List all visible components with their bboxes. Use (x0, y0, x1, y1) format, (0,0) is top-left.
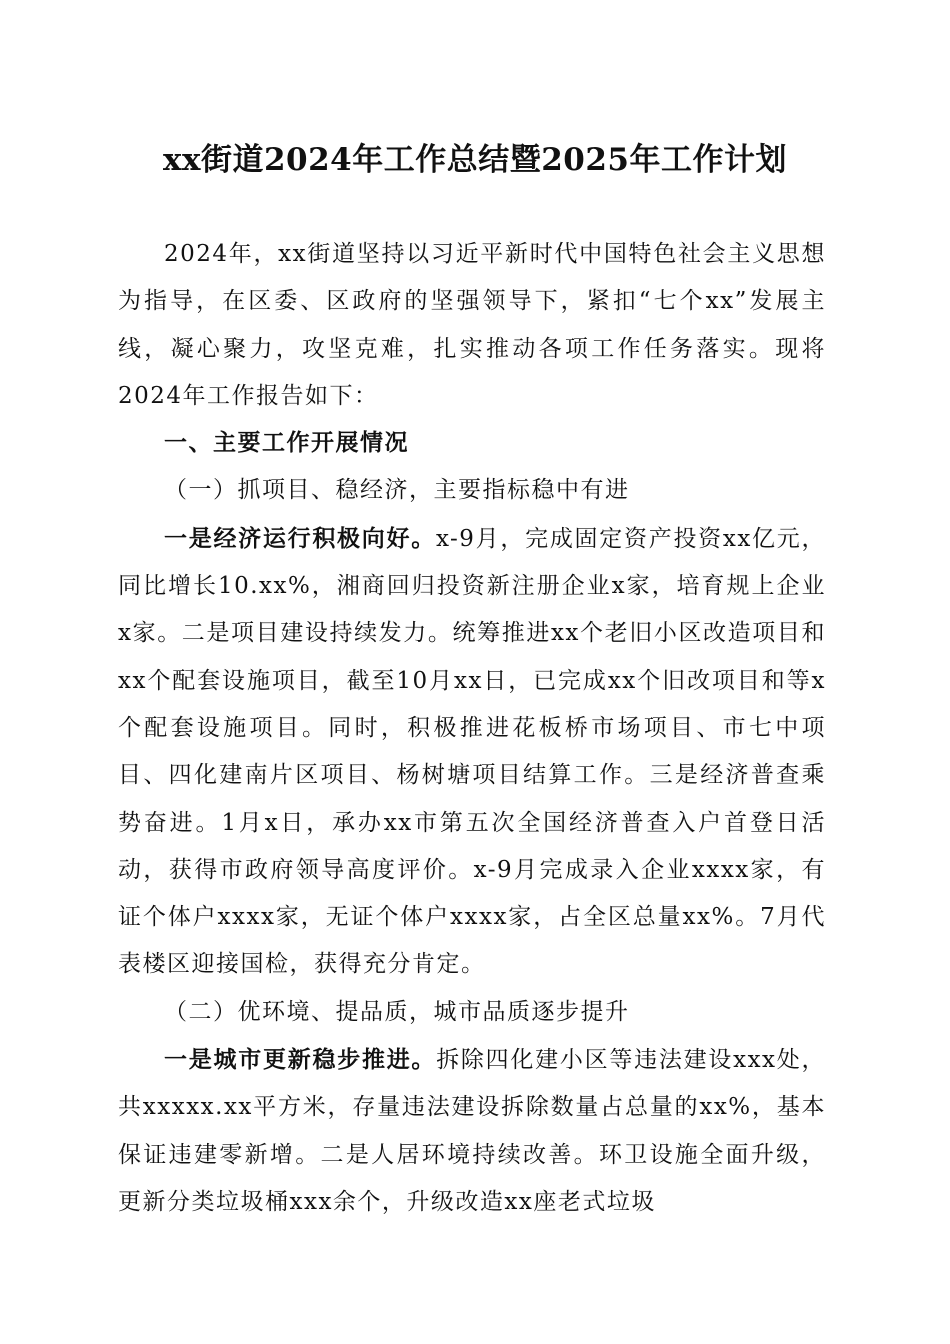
section-heading-main-work: 一、主要工作开展情况 (164, 430, 409, 457)
subsection-heading-environment: （二）优环境、提品质，城市品质逐步提升 (164, 998, 630, 1025)
subsection-heading-economy: （一）抓项目、稳经济，主要指标稳中有进 (164, 477, 630, 504)
environment-paragraph-lead: 一是城市更新稳步推进。 (164, 1046, 437, 1074)
economy-paragraph-text: x-9月，完成固定资产投资xx亿元，同比增长10.xx%，湘商回归投资新注册企业x家，培育规上企业x家。二是项目建设持续发力。统筹推进xx个老旧小区改造项目和xx个配套设施项目，截至10月xx日，已完成xx个旧改项目和等x个配套设施项目。同时，积极推进花板桥市场项目、市七中项目、四化建南片区项目、杨树塘项目结算工作。三是经济普查乘势奋进。1月x日，承办xx市第五次全国经济普查入户首登日活动，获得市政府领导高度评价。x-9月完成录入企业xxxx家，有证个体户xxxx家，无证个体户xxxx家，占全区总量xx%。7月代表楼区迎接国检，获得充分肯定。 (118, 525, 827, 978)
document-body (118, 231, 826, 1226)
economy-paragraph-lead: 一是经济运行积极向好。 (164, 524, 436, 552)
document-title: xx街道2024年工作总结暨2025年工作计划 (162, 142, 788, 178)
environment-paragraph-text: 拆除四化建小区等违法建设xxx处，共xxxxx.xx平方米，存量违法建设拆除数量占总量的xx%，基本保证违建零新增。二是人居环境持续改善。环卫设施全面升级，更新分类垃圾桶xxx余个，升级改造xx座老式垃圾 (118, 1047, 827, 1215)
environment-paragraph (118, 1036, 826, 1226)
intro-paragraph: 2024年，xx街道坚持以习近平新时代中国特色社会主义思想为指导，在区委、区政府的坚强领导下，紧扣“七个xx”发展主线，凝心聚力，攻坚克难，扎实推动各项工作任务落实。现将2024年工作报告如下： (118, 241, 826, 409)
economy-paragraph (118, 515, 826, 989)
